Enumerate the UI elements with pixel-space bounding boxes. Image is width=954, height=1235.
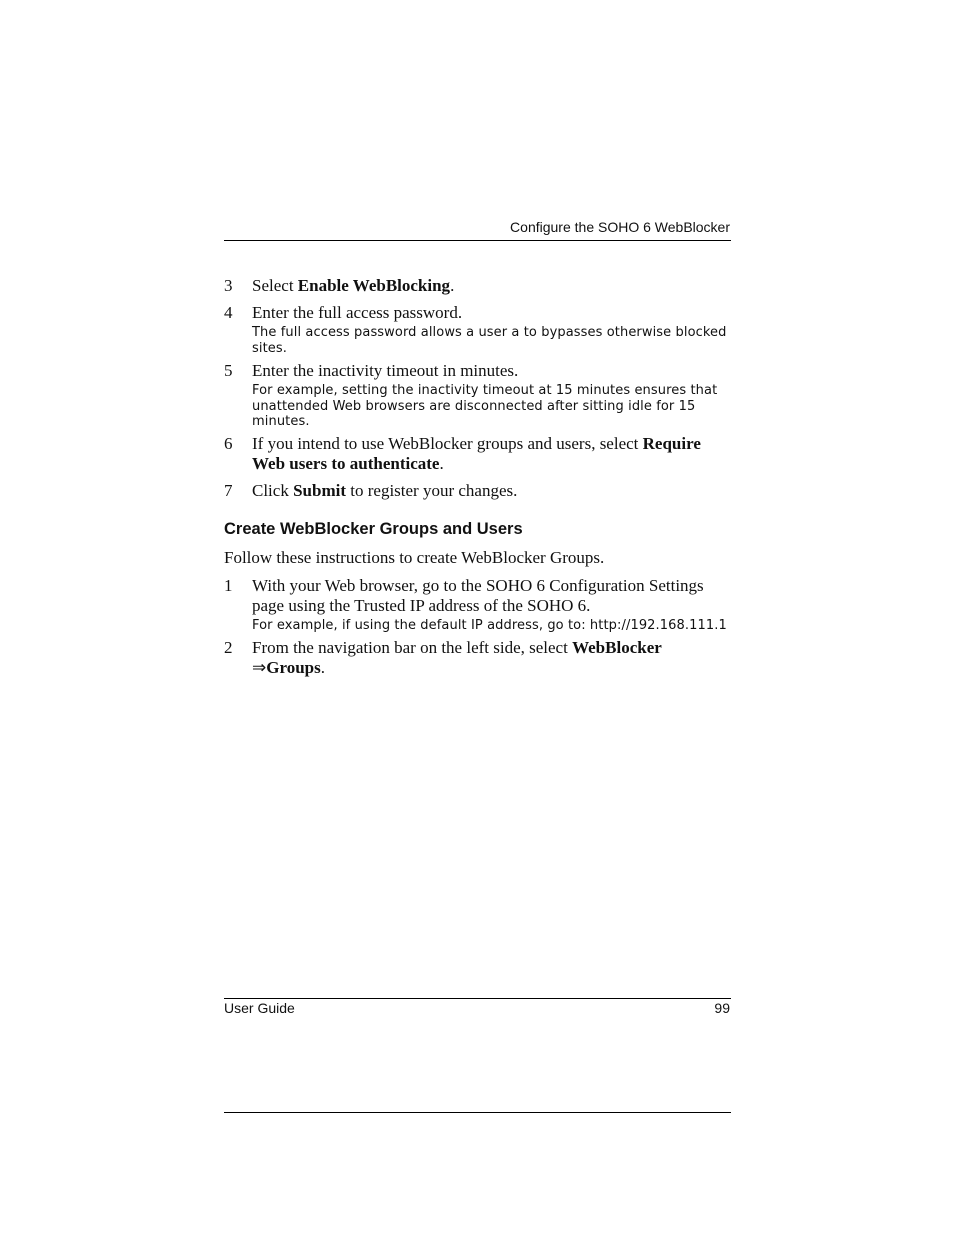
step-text: Enter the inactivity timeout in minutes. <box>252 361 519 380</box>
step-text: Click <box>252 481 294 500</box>
step-number: 3 <box>224 276 233 295</box>
step-text-end: . <box>439 454 444 473</box>
step-text-end: . <box>450 276 455 295</box>
step-3 <box>224 276 734 296</box>
footer-title: User Guide <box>224 1000 295 1016</box>
step-text: Select <box>252 276 298 295</box>
step-5 <box>224 361 734 430</box>
step-number: 2 <box>224 638 233 657</box>
step-text: Enter the full access password. <box>252 303 463 322</box>
step-text: If you intend to use WebBlocker groups and users, select <box>252 434 643 453</box>
step-text-end: to register your changes. <box>346 481 518 500</box>
page-number: 99 <box>714 1000 730 1016</box>
step-2 <box>224 638 734 678</box>
ui-label-webblocker: WebBlocker <box>572 638 662 657</box>
step-text: With your Web browser, go to the SOHO 6 Configuration Settings page using the Trusted IP address of the SOHO 6. <box>252 576 704 615</box>
ui-label-enable-webblocking: Enable WebBlocking <box>297 276 451 295</box>
step-number: 1 <box>224 576 233 595</box>
section-heading: Create WebBlocker Groups and Users <box>224 520 523 538</box>
ui-label-require-auth: Require Web users to authenticate <box>252 434 701 473</box>
ui-label-submit: Submit <box>293 481 347 500</box>
step-number: 5 <box>224 361 233 380</box>
step-number: 6 <box>224 434 233 453</box>
bottom-rule <box>224 1112 731 1113</box>
step-1 <box>224 576 734 634</box>
step-note: For example, setting the inactivity timeout at 15 minutes ensures that unattended Web browsers are disconnected after sitting idle for 15 minutes. <box>252 383 718 429</box>
ui-label-groups: Groups <box>266 658 321 677</box>
step-note: The full access password allows a user a to bypasses otherwise blocked sites. <box>252 325 727 356</box>
footer-rule <box>224 998 731 999</box>
step-4 <box>224 303 734 356</box>
step-number: 7 <box>224 481 233 500</box>
step-7 <box>224 481 734 501</box>
step-text: From the navigation bar on the left side, select <box>252 638 573 657</box>
step-note: For example, if using the default IP address, go to: http://192.168.111.1 <box>252 618 727 633</box>
header-rule <box>224 240 731 241</box>
step-text-end: . <box>320 658 325 677</box>
section-intro: Follow these instructions to create WebBlocker Groups. <box>224 548 605 567</box>
step-6 <box>224 434 734 474</box>
step-number: 4 <box>224 303 233 322</box>
running-header: Configure the SOHO 6 WebBlocker <box>510 219 730 235</box>
arrow-icon: ⇒ <box>252 658 267 677</box>
